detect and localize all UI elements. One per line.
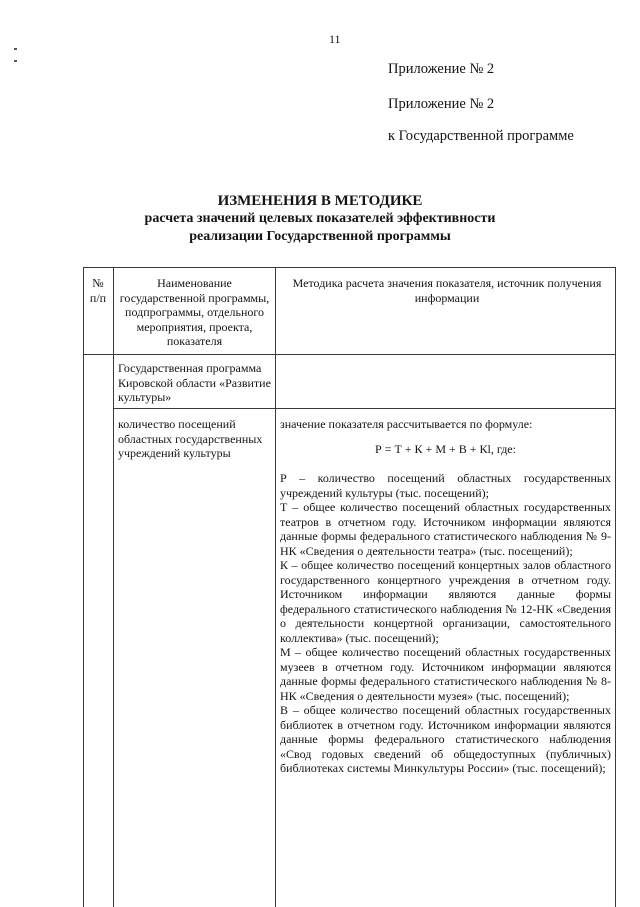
- definition-t: Т – общее количество посещений областных государственных театров в отчетном году. Источником информации являются данные формы федерального статистического наблюдения № 9-НК «Сведения о деятельности театра» (тыс. посещений);: [280, 500, 611, 558]
- header-method: Методика расчета значения показателя, источник получения информации: [292, 276, 602, 305]
- header-number: № п/п: [89, 276, 107, 305]
- table-col-rule-1: [113, 267, 114, 907]
- table-row-rule: [113, 408, 616, 409]
- table-col-rule-2: [275, 267, 276, 907]
- annex-line-2: Приложение № 2: [388, 96, 495, 112]
- definition-b: В – общее количество посещений областных государственных библиотек в отчетном году. Источником информации являются данные формы федерального статистического наблюдения «Свод годовых сведений об общедоступных (публичных) библиотеках системы Минкультуры России» (тыс. посещений);: [280, 703, 611, 775]
- program-name: Государственная программа Кировской области «Развитие культуры»: [118, 361, 271, 404]
- header-name: Наименование государственной программы, подпрограммы, отдельного мероприятия, проекта, показателя: [119, 276, 270, 348]
- document-title: ИЗМЕНЕНИЯ В МЕТОДИКЕ: [217, 193, 423, 209]
- formula-intro: значение показателя рассчитывается по формуле:: [280, 417, 533, 431]
- table-border-top: [83, 267, 616, 268]
- page-number: 11: [329, 32, 341, 46]
- formula: Р = Т + К + М + В + Кl, где:: [375, 441, 516, 456]
- definition-p: Р – количество посещений областных государственных учреждений культуры (тыс. посещений);: [280, 471, 611, 500]
- definition-m: М – общее количество посещений областных государственных музеев в отчетном году. Источником информации являются данные формы федерального статистического наблюдения № 8-НК «Сведения о деятельности музея» (тыс. посещений);: [280, 645, 611, 703]
- methodology-table: [83, 267, 616, 907]
- method-description: [280, 417, 611, 776]
- table-border-left: [83, 267, 84, 907]
- table-header-rule: [83, 354, 616, 355]
- document-subtitle-2: реализации Государственной программы: [189, 229, 451, 244]
- annex-line-1: Приложение № 2: [388, 61, 495, 77]
- document-subtitle-1: расчета значений целевых показателей эффективности: [144, 211, 496, 226]
- annex-line-3: к Государственной программе: [388, 128, 574, 144]
- indicator-name: количество посещений областных государственных учреждений культуры: [118, 417, 263, 460]
- table-border-right: [615, 267, 616, 907]
- definition-k: К – общее количество посещений концертных залов областного государственного концертного учреждения в отчетном году. Источником информации являются данные формы федерального статистического наблюдения № 12-НК «Сведения о деятельности концертной организации, самостоятельного коллектива» (тыс. посещений);: [280, 558, 611, 645]
